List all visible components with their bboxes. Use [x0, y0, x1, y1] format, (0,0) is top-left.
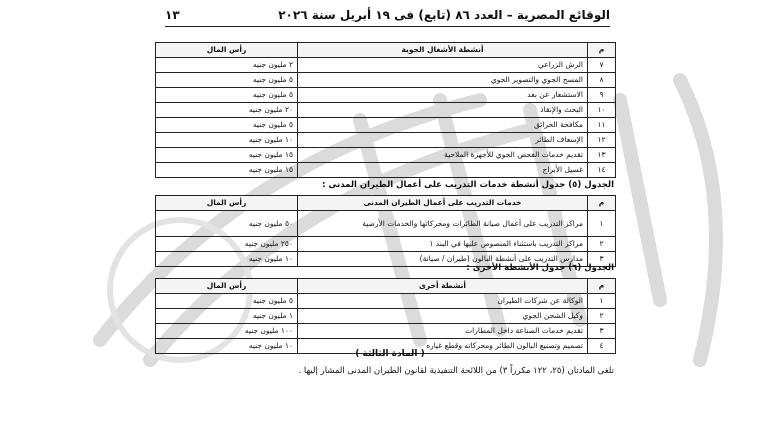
- row-number: ١: [588, 294, 616, 309]
- table5-caption: الجدول (٥) جدول أنشطة خدمات التدريب على أعمال الطيران المدنى :: [322, 180, 614, 190]
- col-number-header: م: [588, 279, 616, 294]
- table-row: [156, 133, 616, 148]
- row-number: ٢: [588, 309, 616, 324]
- table-row: [156, 118, 616, 133]
- row-activity: مدارس التدريب على أنشطة البالون (طيران / صيانة): [298, 252, 588, 267]
- row-number: ٨: [588, 73, 616, 88]
- row-number: ١٢: [588, 133, 616, 148]
- row-activity: مراكز التدريب على أعمال صيانة الطائرات ومحركاتها والخدمات الأرضية: [298, 211, 588, 237]
- table-row: [156, 294, 616, 309]
- row-capital: ١٠ مليون جنيه: [156, 133, 298, 148]
- table-row: [156, 73, 616, 88]
- row-number: ١٤: [588, 163, 616, 178]
- row-capital: ٥ مليون جنيه: [156, 88, 298, 103]
- row-number: ١٣: [588, 148, 616, 163]
- header-divider: [165, 26, 610, 27]
- air-works-table: [155, 42, 616, 178]
- row-capital: ٥ مليون جنيه: [156, 294, 298, 309]
- row-activity: مراكز التدريب باستثناء المنصوص عليها في البند ١: [298, 237, 588, 252]
- row-capital: ٥ مليون جنيه: [156, 73, 298, 88]
- row-number: ٧: [588, 58, 616, 73]
- row-activity: تقديم خدمات الفحص الجوي للأجهزة الملاحية: [298, 148, 588, 163]
- row-capital: ١٥ مليون جنيه: [156, 163, 298, 178]
- row-capital: ١٠ مليون جنيه: [156, 339, 298, 354]
- row-capital: ١٥ مليون جنيه: [156, 148, 298, 163]
- row-activity: غسيل الأبراج: [298, 163, 588, 178]
- table-header-row: [156, 279, 616, 294]
- page-header: [165, 6, 610, 24]
- table-row: [156, 58, 616, 73]
- row-number: ١١: [588, 118, 616, 133]
- page-number: ١٣: [165, 8, 180, 22]
- row-activity: الوكالة عن شركات الطيران: [298, 294, 588, 309]
- table-row: [156, 148, 616, 163]
- row-activity: تقديم خدمات الصناعة داخل المطارات: [298, 324, 588, 339]
- row-activity: مكافحة الحرائق: [298, 118, 588, 133]
- col-activity-header: أنشطة الأشغال الجوية: [298, 43, 588, 58]
- row-capital: ٢ مليون جنيه: [156, 58, 298, 73]
- table-row: [156, 88, 616, 103]
- article-heading: ( المادة الثالثة ): [355, 349, 425, 359]
- row-number: ٤: [588, 339, 616, 354]
- row-activity: الاستشعار عن بعد: [298, 88, 588, 103]
- header-title: الوقائع المصرية – العدد ٨٦ (تابع) فى ١٩ أبريل سنة ٢٠٢٦: [278, 8, 610, 22]
- row-capital: ٥ مليون جنيه: [156, 118, 298, 133]
- row-capital: ٥٠ مليون جنيه: [156, 211, 298, 237]
- row-activity: البحث والإنقاذ: [298, 103, 588, 118]
- row-capital: ٢٥٠ مليون جنيه: [156, 237, 298, 252]
- row-activity: المسح الجوي والتصوير الجوي: [298, 73, 588, 88]
- row-capital: ١٠٠ مليون جنيه: [156, 324, 298, 339]
- col-number-header: م: [588, 43, 616, 58]
- row-activity: وكيل الشحن الجوي: [298, 309, 588, 324]
- row-activity: الرش الزراعي: [298, 58, 588, 73]
- row-capital: ١٠ مليون جنيه: [156, 252, 298, 267]
- other-activities-table: [155, 278, 616, 354]
- row-activity: تصميم وتصنيع البالون الطائر ومحركاته وقطع غياره: [298, 339, 588, 354]
- row-capital: ١ مليون جنيه: [156, 309, 298, 324]
- col-capital-header: رأس المال: [156, 43, 298, 58]
- table-header-row: [156, 196, 616, 211]
- col-capital-header: رأس المال: [156, 196, 298, 211]
- table-row: [156, 103, 616, 118]
- table6-caption: الجدول (٦) جدول الأنشطة الأخرى :: [466, 263, 614, 273]
- table-row: [156, 211, 616, 237]
- table-row: [156, 309, 616, 324]
- row-activity: الإسعاف الطائر: [298, 133, 588, 148]
- col-capital-header: رأس المال: [156, 279, 298, 294]
- table-row: [156, 163, 616, 178]
- row-number: ٣: [588, 252, 616, 267]
- table-row: [156, 237, 616, 252]
- row-number: ٢: [588, 237, 616, 252]
- article-paragraph: تلغى المادتان (٢٥، ١٢٢ مكرراً ٣) من اللائحة التنفيذية لقانون الطيران المدنى المشار إليها .: [298, 366, 614, 376]
- col-number-header: م: [588, 196, 616, 211]
- col-activity-header: أنشطة أخرى: [298, 279, 588, 294]
- training-services-table: [155, 195, 616, 267]
- row-number: ١٠: [588, 103, 616, 118]
- col-activity-header: خدمات التدريب على أعمال الطيران المدنى: [298, 196, 588, 211]
- table-row: [156, 324, 616, 339]
- row-number: ١: [588, 211, 616, 237]
- row-capital: ٢٠ مليون جنيه: [156, 103, 298, 118]
- table-header-row: [156, 43, 616, 58]
- row-number: ٣: [588, 324, 616, 339]
- row-number: ٩: [588, 88, 616, 103]
